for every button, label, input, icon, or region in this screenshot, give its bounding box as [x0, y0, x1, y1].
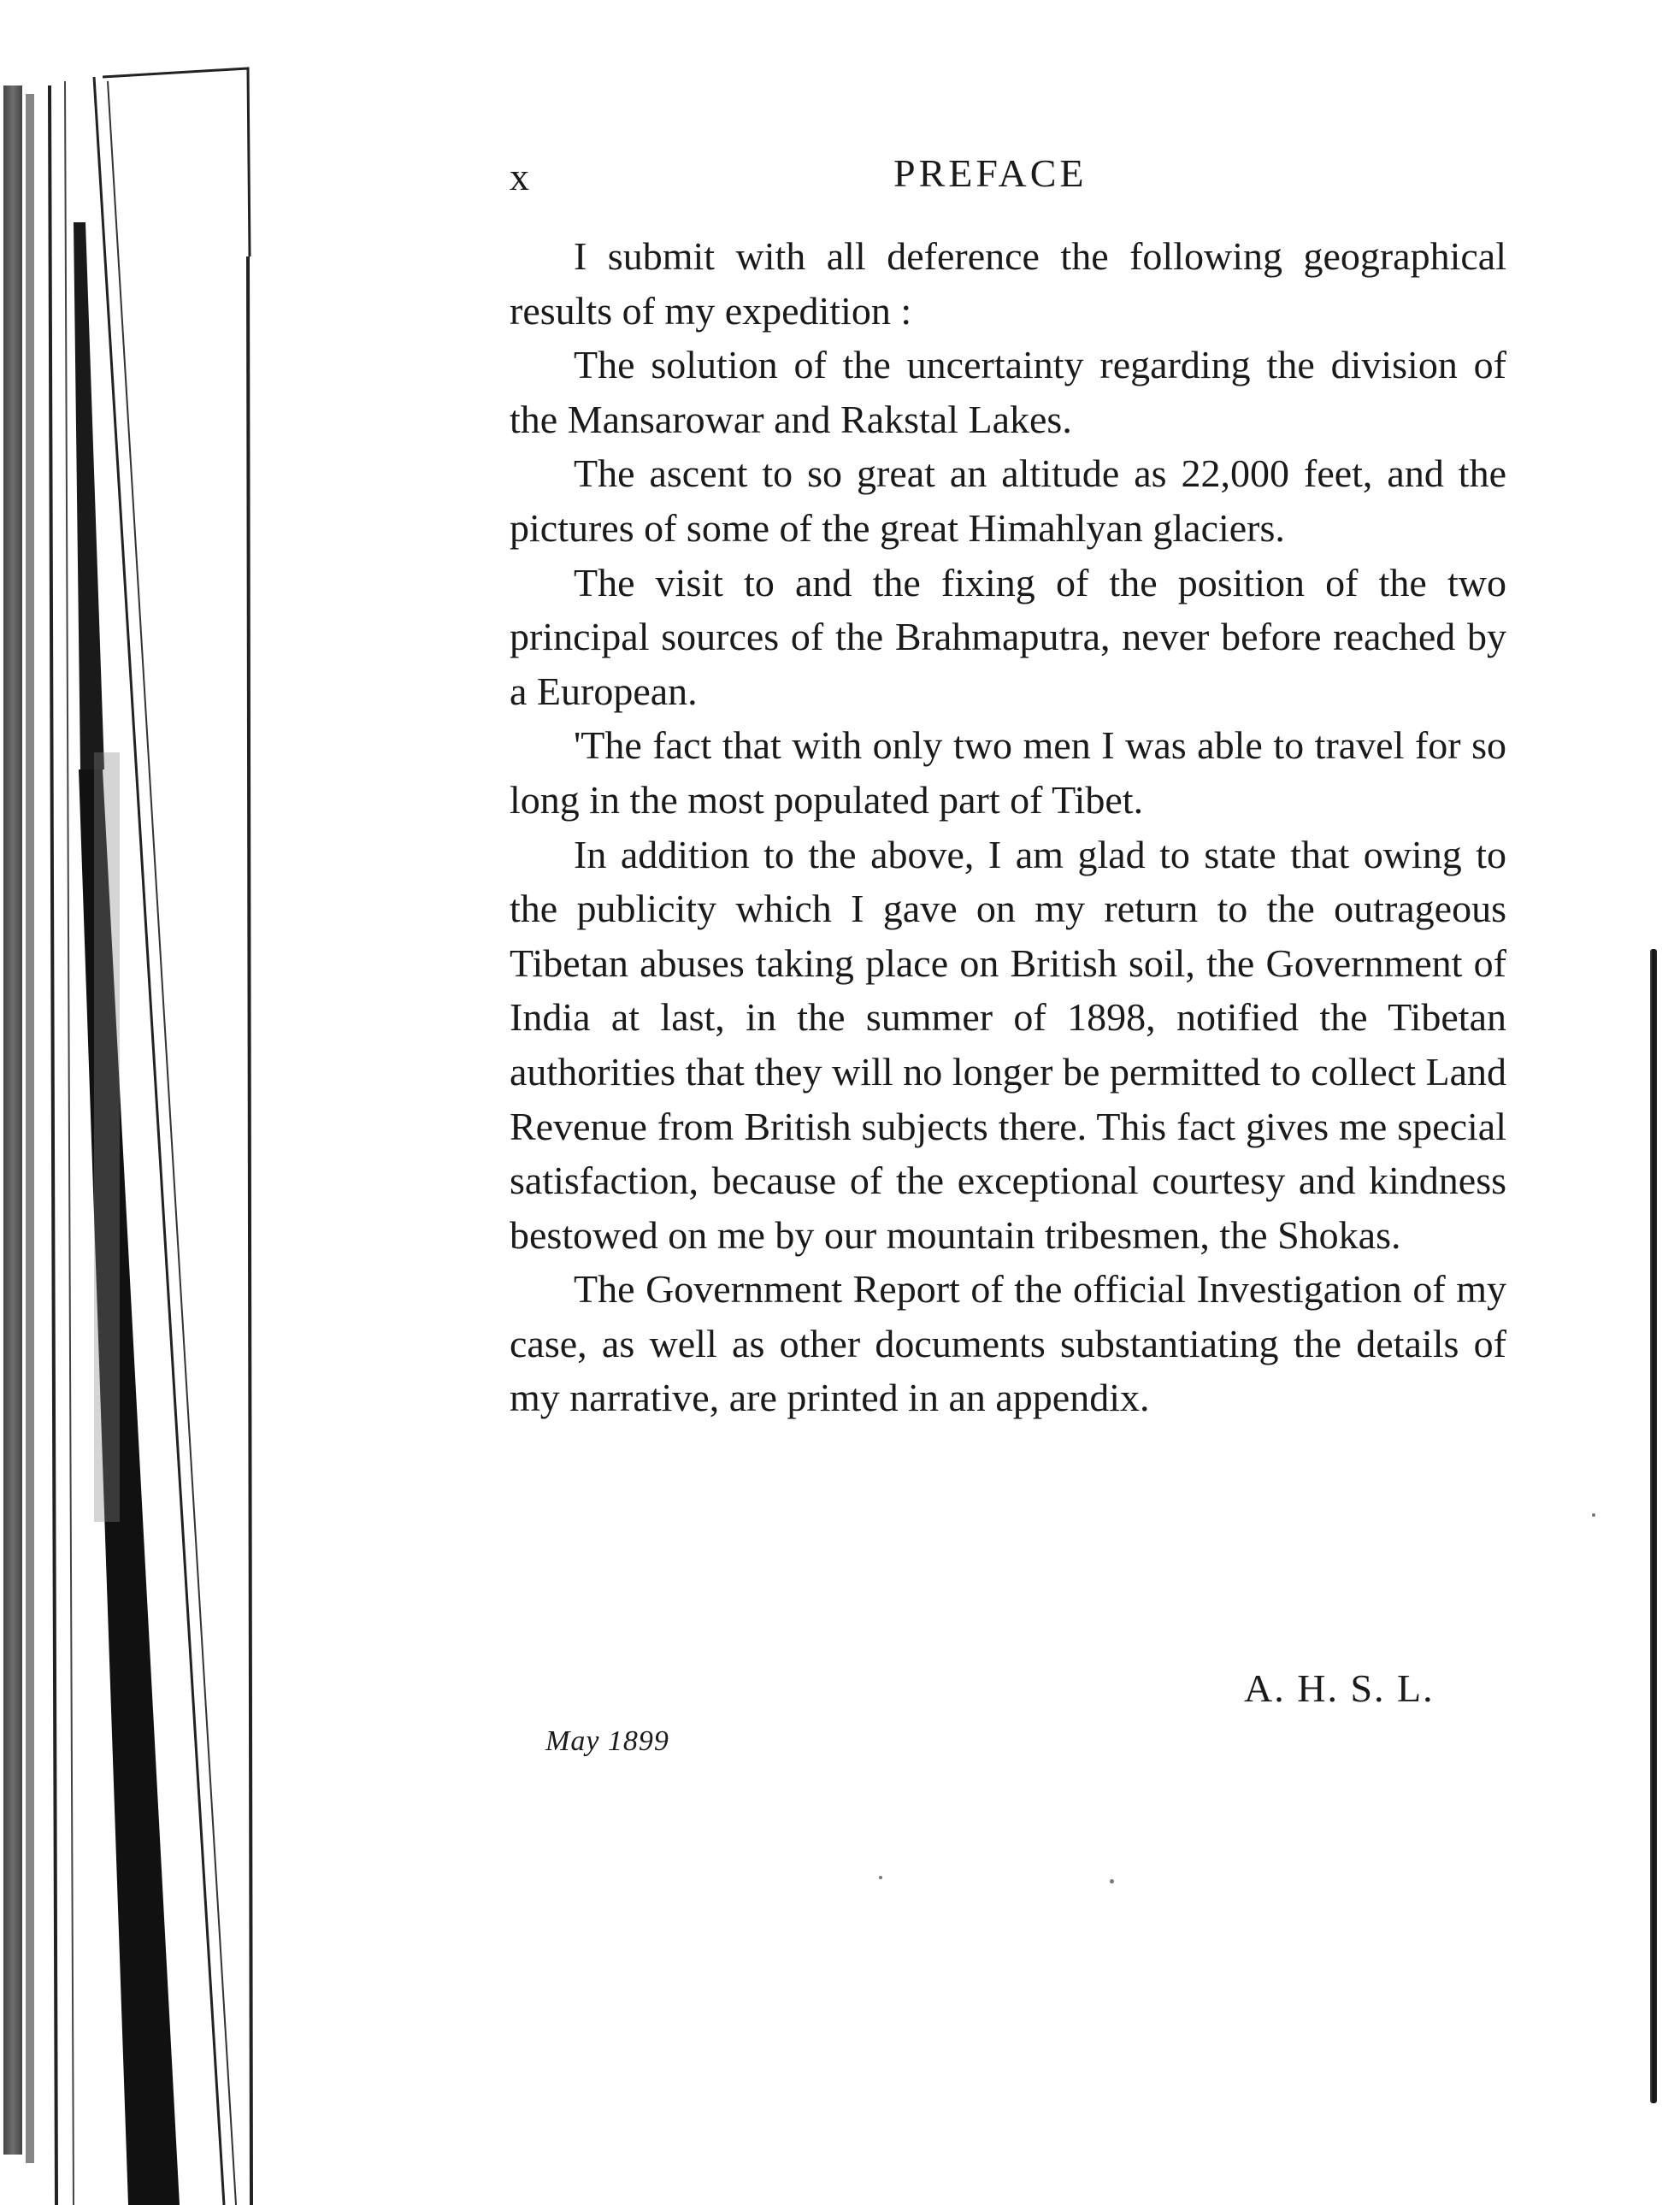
book-binding-edge — [0, 0, 265, 2205]
running-title: PREFACE — [893, 151, 1088, 195]
author-initials: A. H. S. L. — [1244, 1666, 1435, 1710]
paragraph: The Government Report of the official Investigation of my case, as well as other documents substantiating the details of my narrative, are printed in an appendix. — [510, 1267, 1506, 1420]
dateline: May 1899 — [545, 1725, 669, 1757]
page-number: x — [510, 155, 530, 198]
preface-body — [510, 229, 1506, 1425]
paragraph: The ascent to so great an altitude as 22,000 feet, and the pictures of some of the great Himahlyan glaciers. — [510, 451, 1506, 550]
scan-speck — [879, 1876, 882, 1879]
scan-speck — [1592, 1513, 1595, 1517]
scan-speck — [1110, 1879, 1114, 1884]
paragraph: The visit to and the fixing of the position of the two principal sources of the Brahmaputra, never before reached by a European. — [510, 560, 1506, 713]
paragraph: 'The fact that with only two men I was able to travel for so long in the most populated part of Tibet. — [510, 723, 1506, 822]
paragraph: In addition to the above, I am glad to state that owing to the publicity which I gave on my return to the outrageous Tibetan abuses taking place on British soil, the Government of India at last, in the summer of 1898, notified the Tibetan authorities that they will no longer be permitted to collect Land Revenue from British subjects there. This fact gives me special satisfaction, because of the exceptional courtesy and kindness bestowed on me by our mountain tribesmen, the Shokas. — [510, 832, 1506, 1257]
paragraph: I submit with all deference the following geographical results of my expedition : — [510, 234, 1506, 333]
scan-edge-line — [1650, 949, 1657, 2103]
paragraph: The solution of the uncertainty regarding the division of the Mansarowar and Rakstal Lakes. — [510, 343, 1506, 441]
